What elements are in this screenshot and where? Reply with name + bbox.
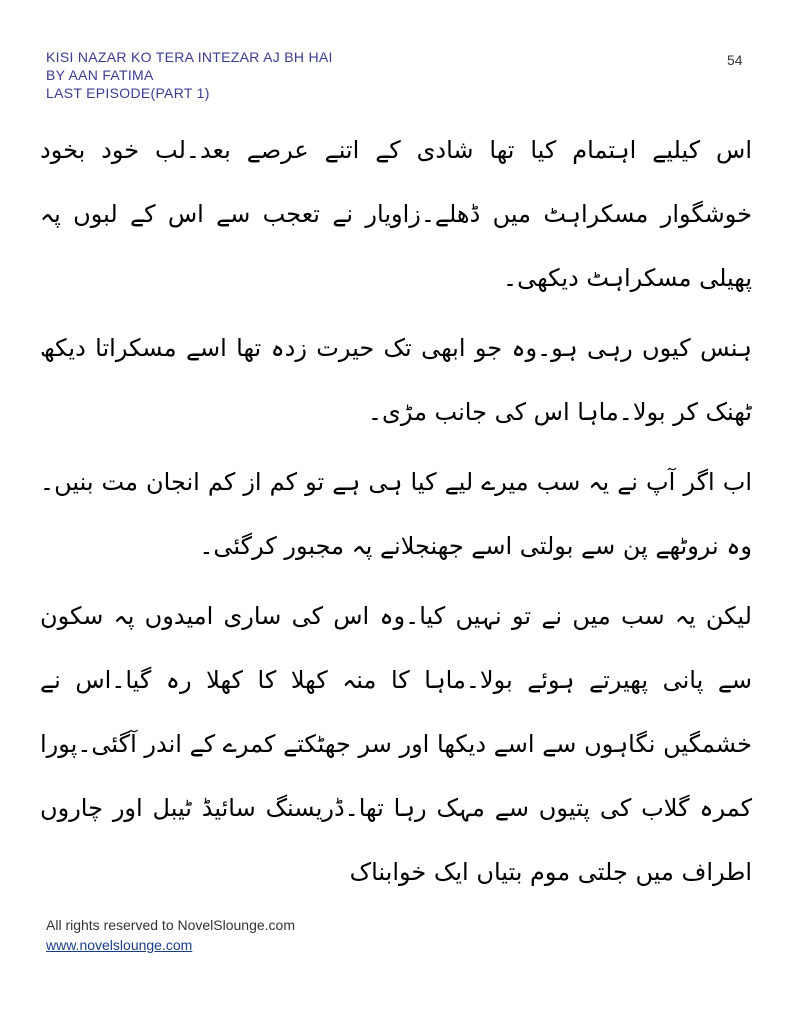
urdu-body-text [40, 118, 752, 910]
rights-notice: All rights reserved to NovelSlounge.com [46, 917, 296, 933]
page-number: 54 [727, 52, 743, 68]
paragraph-3: اب اگر آپ نے یہ سب میرے لیے کیا ہی ہے تو کم از کم انجان مت بنیں۔وہ نروٹھے پن سے بولتی اسے جھنجلانے پہ مجبور کرگئی۔ [40, 468, 752, 560]
document-footer [46, 915, 295, 955]
episode-line: LAST EPISODE(PART 1) [46, 85, 210, 101]
novel-title: KISI NAZAR KO TERA INTEZAR AJ BH HAI [46, 49, 333, 65]
paragraph-4: لیکن یہ سب میں نے تو نہیں کیا۔وہ اس کی ساری امیدوں پہ سکون سے پانی پھیرتے ہوئے بولا۔ماہا کا منہ کھلا کا کھلا رہ گیا۔اس نے خشمگیں نگاہوں سے اسے دیکھا اور سر جھٹکتے کمرے کے اندر آگئی۔پورا کمرہ گلاب کی پتیوں سے مہک رہا تھا۔ڈریسنگ سائیڈ ٹیبل اور چاروں اطراف میں جلتی موم بتیاں ایک خوابناک [40, 602, 752, 886]
website-link[interactable]: www.novelslounge.com [46, 937, 193, 953]
author-line: BY AAN FATIMA [46, 67, 154, 83]
paragraph-1: اس کیلیے اہتمام کیا تھا شادی کے اتنے عرصے بعد۔لب خود بخود خوشگوار مسکراہٹ میں ڈھلے۔زاویار نے تعجب سے اس کے لبوں پہ پھیلی مسکراہٹ دیکھی۔ [40, 136, 752, 292]
document-header [46, 48, 333, 102]
paragraph-2: ہنس کیوں رہی ہو۔وہ جو ابھی تک حیرت زدہ تھا اسے مسکراتا دیکھ ٹھنک کر بولا۔ماہا اس کی جانب مڑی۔ [40, 334, 752, 426]
